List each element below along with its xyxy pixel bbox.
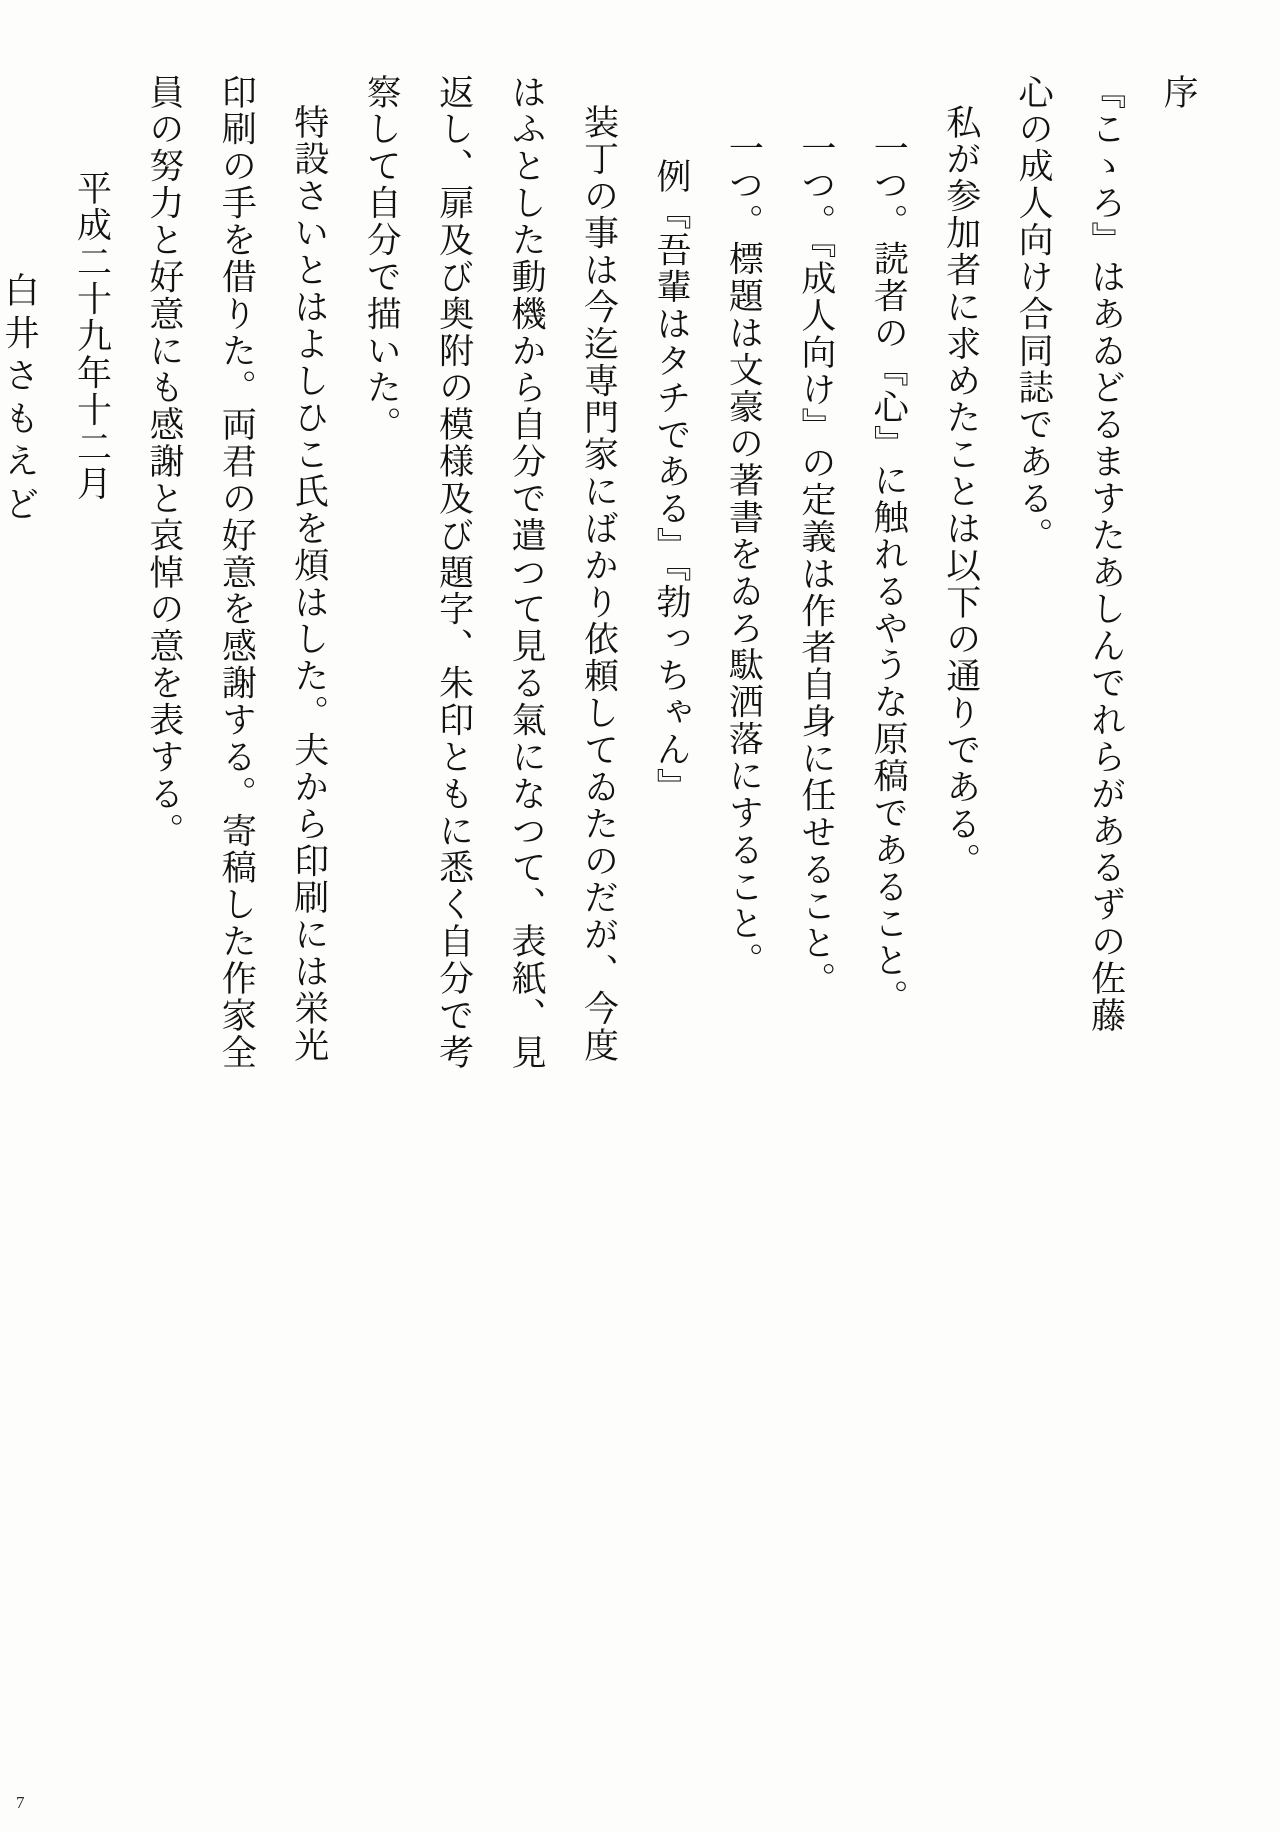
body-line-3: 私が参加者に求めたことは以下の通りである。 bbox=[941, 104, 981, 880]
body-line-1: 『こゝろ』はあゐどるますたあしんでれらがあるずの佐藤 bbox=[1086, 74, 1126, 1035]
body-line-13: 印刷の手を借りた。両君の好意を感謝する。寄稿した作家全 bbox=[217, 74, 257, 1071]
body-line-9: はふとした動機から自分で遣つて見る氣になつて、表紙、見 bbox=[507, 74, 547, 1071]
date-line: 平成二十九年十二月 bbox=[72, 170, 112, 503]
body-line-10: 返し、扉及び奥附の模様及び題字、朱印ともに悉く自分で考 bbox=[434, 74, 474, 1071]
body-line-6: 一つ。標題は文豪の著書をゐろ駄洒落にすること。 bbox=[724, 130, 764, 980]
body-line-5: 一つ。『成人向け』の定義は作者自身に任せること。 bbox=[796, 130, 836, 999]
author-signature: 白井さもえど bbox=[0, 272, 39, 529]
document-title: 序 bbox=[1159, 74, 1198, 112]
body-line-8: 装丁の事は今迄専門家にばかり依頼してゐたのだが、今度 bbox=[579, 104, 619, 1065]
body-line-7: 例『吾輩はタチである』『勃っちゃん』 bbox=[651, 158, 691, 806]
vertical-text-block bbox=[0, 74, 1214, 1771]
body-line-12: 特設さいとはよしひこ氏を煩はした。夫から印刷には栄光 bbox=[289, 104, 329, 1065]
page-number: 7 bbox=[16, 1793, 25, 1812]
body-line-4: 一つ。読者の『心』に触れるやうな原稿であること。 bbox=[869, 130, 909, 1017]
body-line-11: 察して自分で描いた。 bbox=[362, 74, 402, 444]
body-line-14: 員の努力と好意にも感謝と哀悼の意を表する。 bbox=[144, 74, 184, 850]
body-line-2: 心の成人向け合同誌である。 bbox=[1014, 74, 1054, 555]
